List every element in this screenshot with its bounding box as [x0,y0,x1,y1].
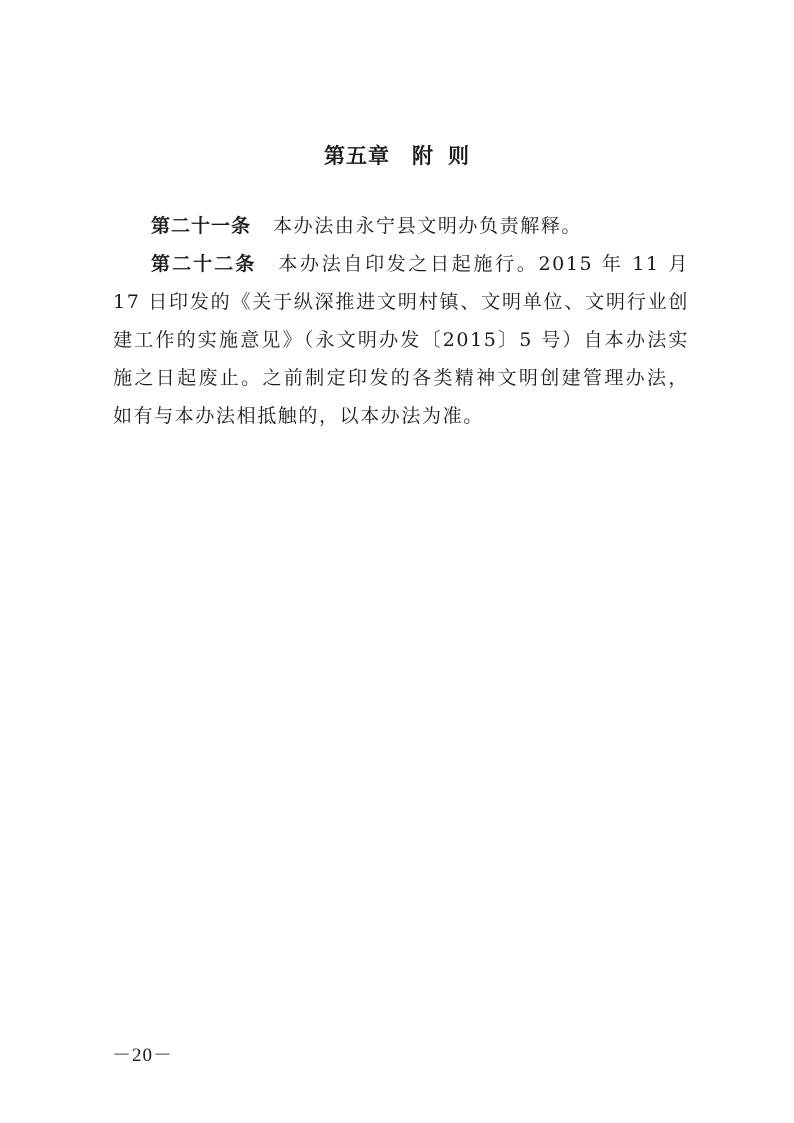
article-label: 第二十一条 [151,215,252,237]
document-body [113,207,689,435]
page-number: －20－ [112,1045,174,1066]
article-text: 本办法由永宁县文明办负责解释。 [273,215,583,237]
article-22 [113,245,689,435]
chapter-title [0,140,794,170]
article-text: 本办法自印发之日起施行。2015 年 11 月 17 日印发的《关于纵深推进文明村镇、文明单位、文明行业创建工作的实施意见》（永文明办发〔2015〕5 号）自本办法实施之日起废止。之前制定印发的各类精神文明创建管理办法，如有与本办法相抵触的，以本办法为准。 [113,253,689,427]
chapter-name-part-2: 则 [448,144,470,168]
article-21 [113,207,689,245]
chapter-number: 第五章 [324,144,390,168]
chapter-name-part-1: 附 [412,144,434,168]
article-label: 第二十二条 [151,253,257,275]
